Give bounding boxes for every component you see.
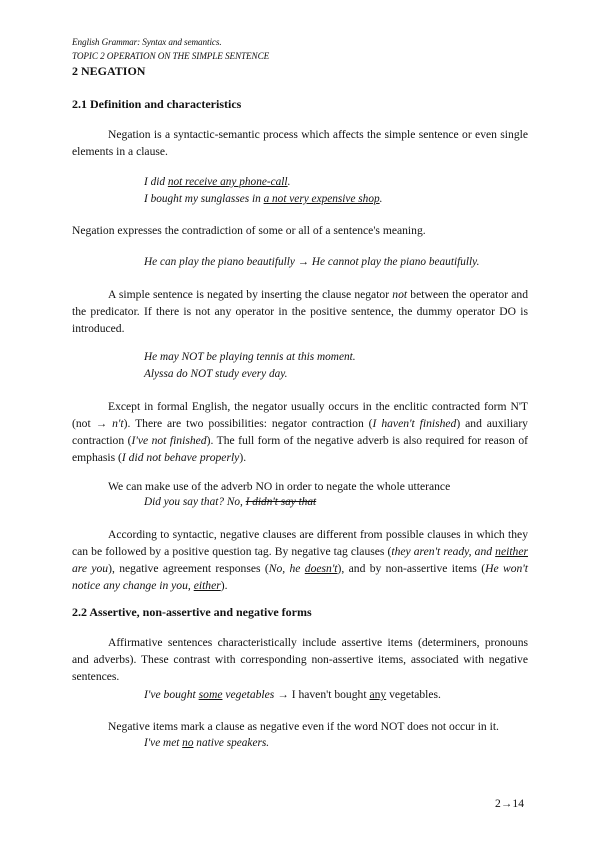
paragraph-question-tag: According to syntactic, negative clauses are different from possible clauses in which they can be followed by a positive question tag. By negative tag clauses (they aren't ready, and neither are you), negative agreement responses (No, he doesn't), and by non-assertive items (He won't notice any change in you, either). [72,528,528,592]
paragraph-adverb-no: We can make use of the adverb NO in order to negate the whole utterance [108,480,451,493]
chapter-title: 2 NEGATION [72,64,146,78]
paragraph-contradiction: Negation expresses the contradiction of some or all of a sentence's meaning. [72,224,426,237]
page-number: 2→14 [495,797,524,810]
example-did-you-say: Did you say that? No, I didn't say that [144,496,317,508]
example-tennis: He may NOT be playing tennis at this moment. [144,351,356,363]
example-piano: He can play the piano beautifully → He cannot play the piano beautifully. [144,256,480,268]
section-heading-definition: 2.1 Definition and characteristics [72,97,242,111]
example-native-speakers: I've met no native speakers. [144,737,270,749]
example-vegetables: I've bought some vegetables → I haven't bought any vegetables. [144,688,441,701]
example-phone-call: I did not receive any phone-call. [144,176,291,188]
example-sunglasses: I bought my sunglasses in a not very expensive shop. [144,193,383,205]
paragraph-negator-not: A simple sentence is negated by inserting the clause negator not between the operator and the predicator. If there is not any operator in the positive sentence, the dummy operator DO is introduced. [72,288,528,335]
paragraph-negative-items: Negative items mark a clause as negative even if the word NOT does not occur in it. [108,720,499,733]
running-header-title: English Grammar: Syntax and semantics. [72,37,222,47]
paragraph-definition: Negation is a syntactic-semantic process which affects the simple sentence or even single elements in a clause. [72,128,528,158]
section-heading-assertive: 2.2 Assertive, non-assertive and negative forms [72,605,312,619]
example-alyssa: Alyssa do NOT study every day. [144,368,288,380]
running-header-topic: TOPIC 2 OPERATION ON THE SIMPLE SENTENCE [72,51,270,61]
paragraph-contraction: Except in formal English, the negator usually occurs in the enclitic contracted form N'T (not → n't). There are two possibilities: negator contraction (I haven't finished) and auxiliary contraction (I've not finished). The full form of the negative adverb is also required for reason of emphasis (I did not behave properly). [72,400,528,464]
paragraph-assertive-items: Affirmative sentences characteristically include assertive items (determiners, pronouns and adverbs). These contrast with corresponding non-assertive items, associated with negative sentences. [72,636,528,683]
